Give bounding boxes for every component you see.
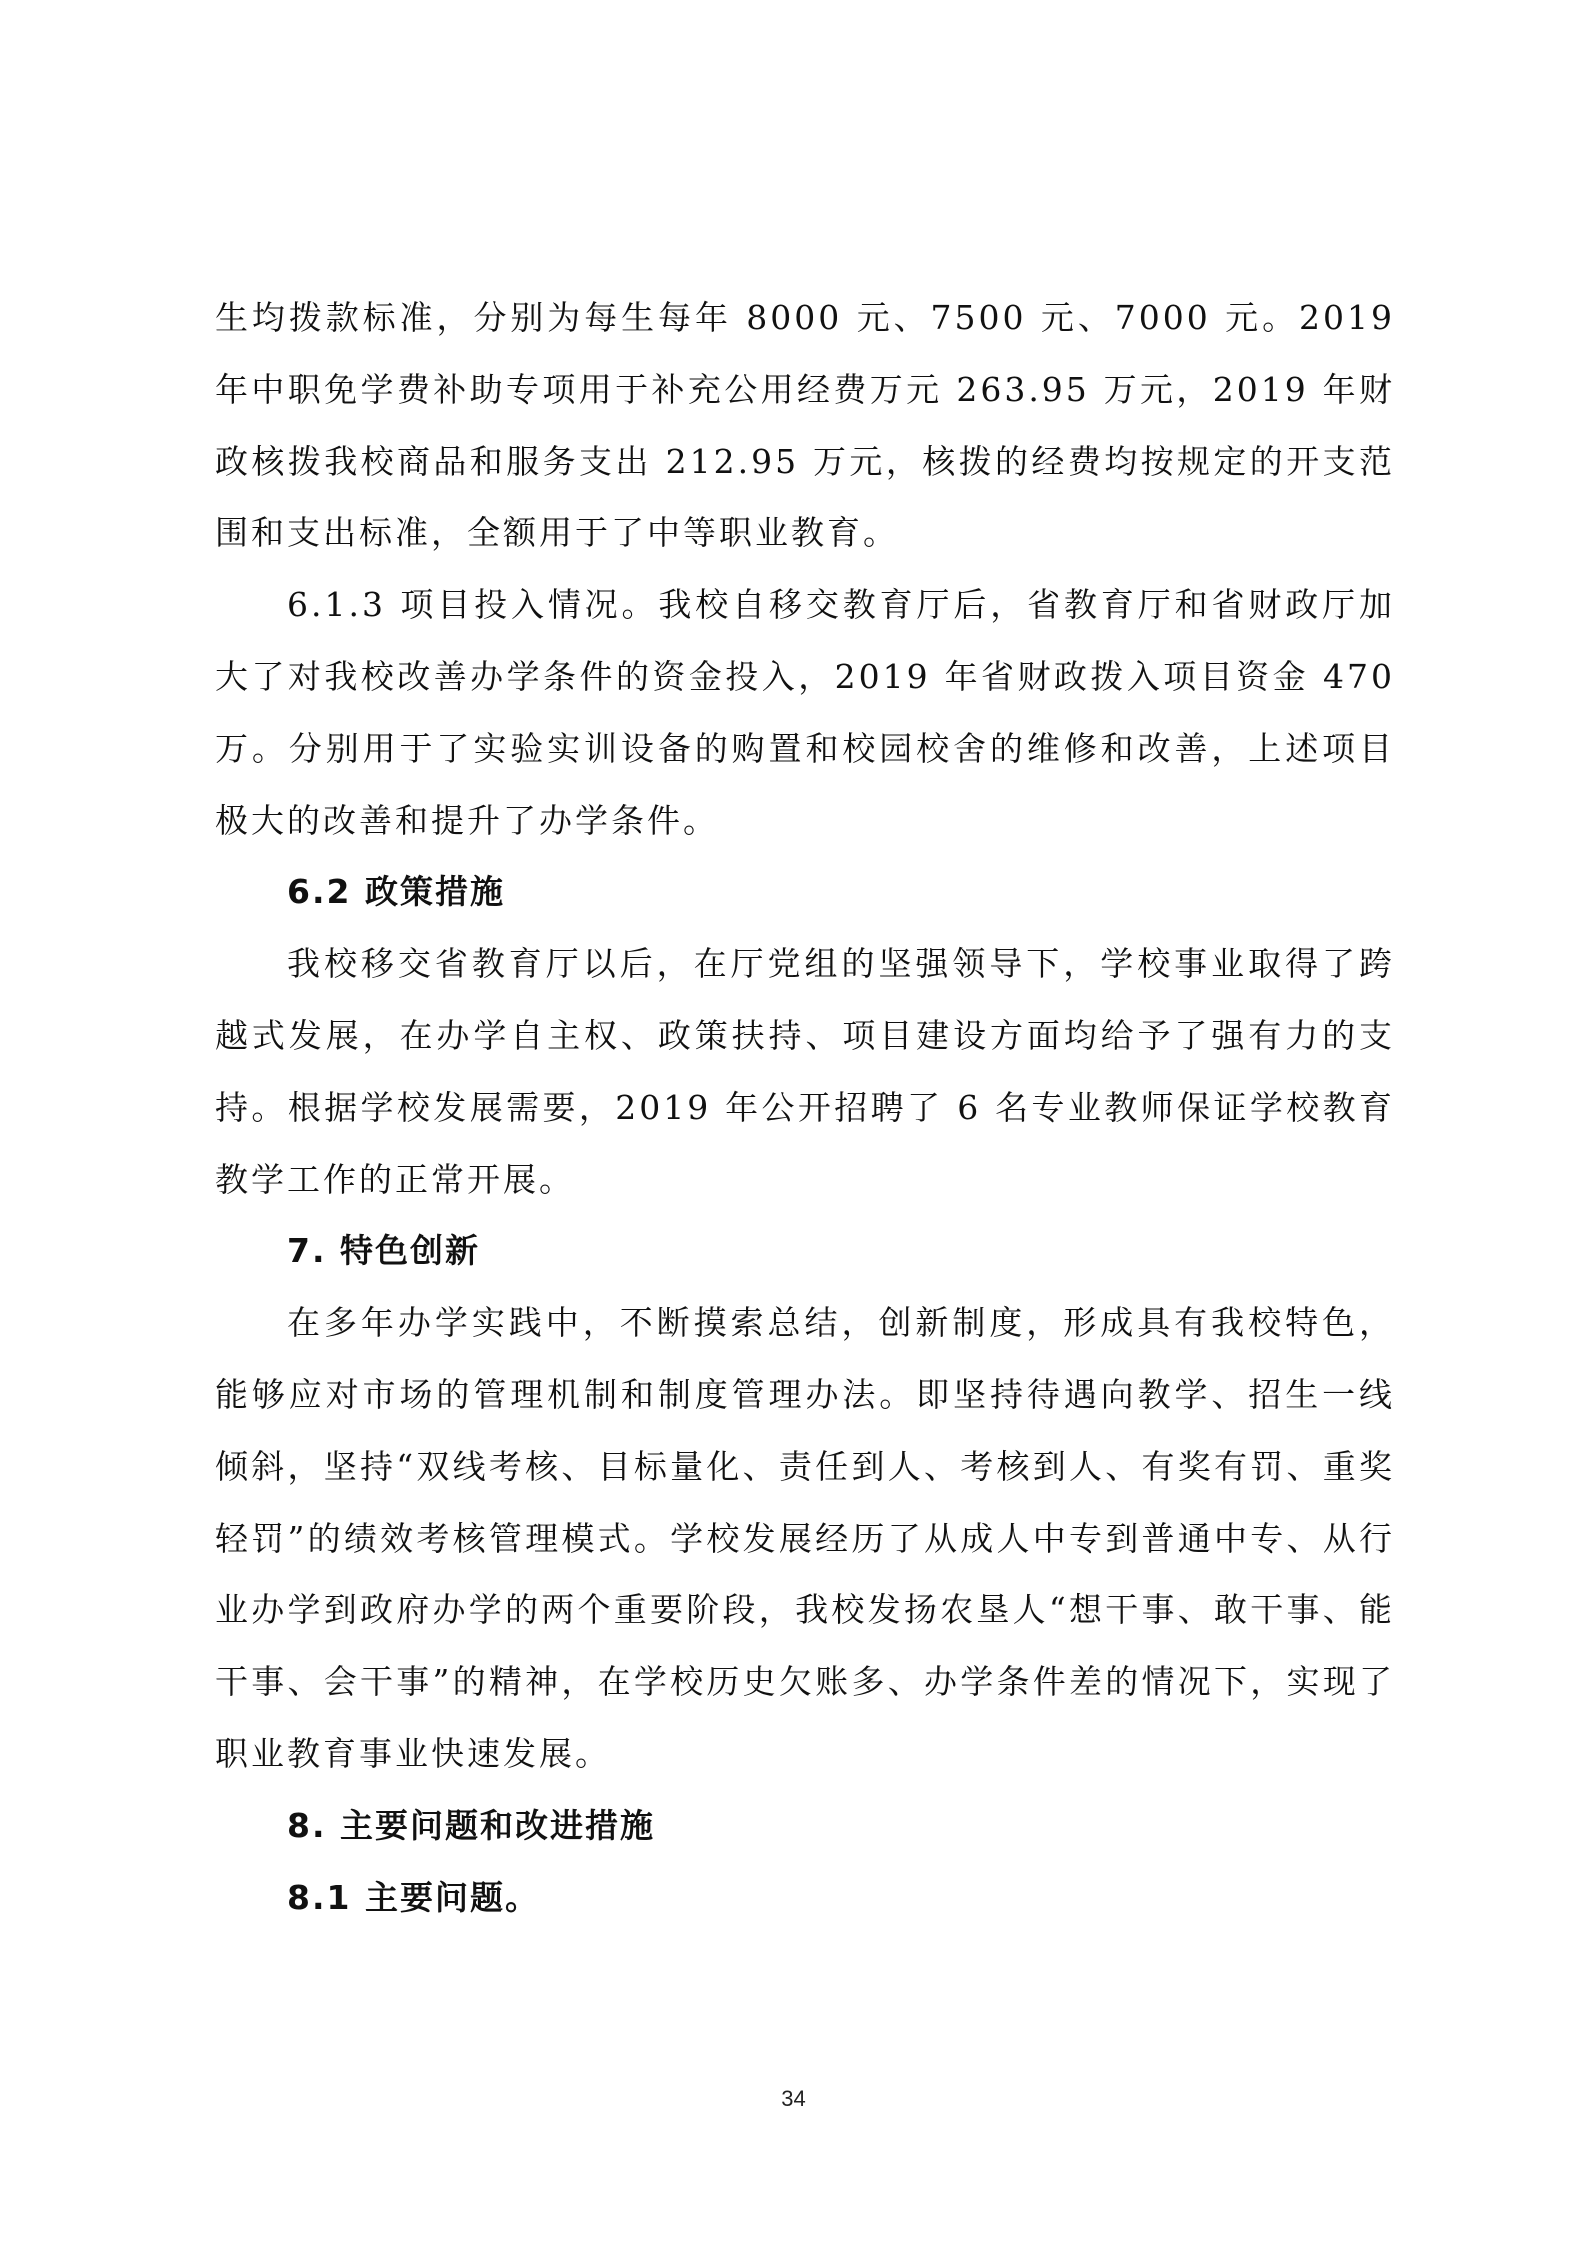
paragraph-policy-measures: 我校移交省教育厅以后，在厅党组的坚强领导下，学校事业取得了跨越式发展，在办学自主权、政策扶持、项目建设方面均给予了强有力的支持。根据学校发展需要，2019 年公开招聘了 6 名专业教师保证学校教育教学工作的正常开展。: [215, 944, 1395, 1199]
section-heading-7: 7. 特色创新: [287, 1231, 480, 1271]
page-number: 34: [781, 2086, 806, 2111]
section-heading-8: 8. 主要问题和改进措施: [287, 1805, 655, 1845]
paragraph-features-innovation: 在多年办学实践中，不断摸索总结，创新制度，形成具有我校特色，能够应对市场的管理机制和制度管理办法。即坚持待遇向教学、招生一线倾斜，坚持“双线考核、目标量化、责任到人、考核到人、有奖有罚、重奖轻罚”的绩效考核管理模式。学校发展经历了从成人中专到普通中专、从行业办学到政府办学的两个重要阶段，我校发扬农垦人“想干事、敢干事、能干事、会干事”的精神，在学校历史欠账多、办学条件差的情况下，实现了职业教育事业快速发展。: [215, 1303, 1395, 1773]
paragraph-funding-standards: 生均拨款标准，分别为每生每年 8000 元、7500 元、7000 元。2019 年中职免学费补助专项用于补充公用经费万元 263.95 万元，2019 年财政核拨我校商品和服务支出 212.95 万元，核拨的经费均按规定的开支范围和支出标准，全额用于了中等职业教育。: [215, 298, 1395, 553]
section-heading-8-1: 8.1 主要问题。: [287, 1877, 540, 1917]
document-body: [215, 282, 1395, 1933]
section-heading-6-2: 6.2 政策措施: [287, 872, 505, 912]
paragraph-project-investment: 6.1.3 项目投入情况。我校自移交教育厅后，省教育厅和省财政厅加大了对我校改善办学条件的资金投入，2019 年省财政拨入项目资金 470 万。分别用于了实验实训设备的购置和校园校舍的维修和改善，上述项目极大的改善和提升了办学条件。: [215, 585, 1395, 840]
